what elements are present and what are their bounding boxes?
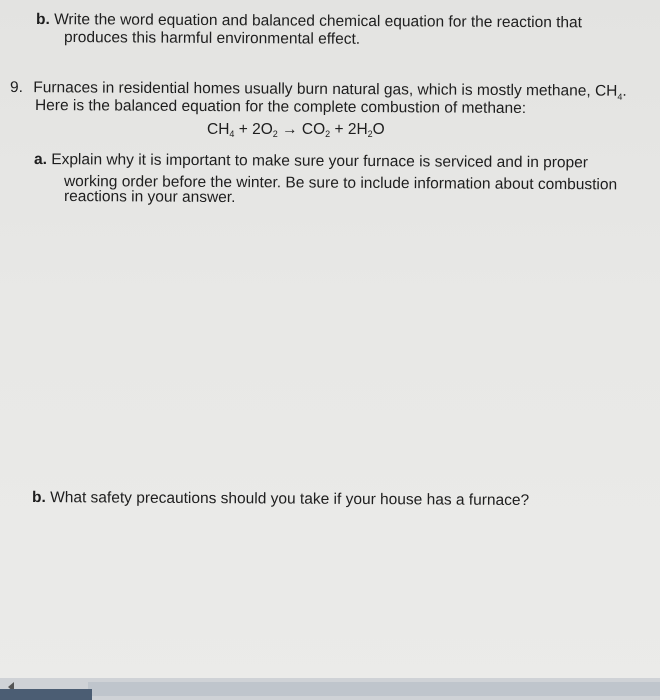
q9a-text-3: reactions in your answer. xyxy=(63,188,236,207)
scrollbar-thumb[interactable] xyxy=(0,689,92,700)
q9b-text: What safety precautions should you take if your house has a furnace? xyxy=(50,489,530,510)
eq-co2-sub: 2 xyxy=(325,129,331,139)
q9a-line1 xyxy=(34,151,588,172)
eq-o: O xyxy=(372,121,385,138)
q9a-text-1: Explain why it is important to make sure your furnace is serviced and in proper xyxy=(51,151,589,172)
q9-text-1: Furnaces in residential homes usually burn natural gas, which is mostly methane, CH xyxy=(33,79,618,100)
q9-text-1-end: . xyxy=(622,82,627,100)
eq-ch: CH xyxy=(207,121,230,138)
q9a-label: a. xyxy=(33,151,47,169)
q9-text-2: Here is the balanced equation for the complete combustion of methane: xyxy=(34,97,527,118)
q9b-line xyxy=(32,489,529,510)
scrollbar-track[interactable] xyxy=(88,682,660,696)
eq-h2-sub: 2 xyxy=(367,129,373,139)
q8b-text-1: Write the word equation and balanced chemical equation for the reaction that xyxy=(54,11,583,32)
q9-number: 9. xyxy=(9,79,24,97)
q8b-label: b. xyxy=(35,11,50,29)
eq-arrow-co: → CO xyxy=(277,121,326,138)
combustion-equation xyxy=(207,121,385,139)
eq-ch-sub: 4 xyxy=(229,129,235,139)
q9a-text-2: working order before the winter. Be sure to include information about combustion xyxy=(63,173,618,194)
eq-o2-sub: 2 xyxy=(272,129,278,139)
q9-methane-subscript: 4 xyxy=(617,91,623,102)
eq-o2: + 2O xyxy=(234,121,273,138)
q9b-label: b. xyxy=(31,489,46,507)
eq-h2: + 2H xyxy=(330,121,368,138)
q8b-text-2: produces this harmful environmental effect. xyxy=(63,29,361,48)
